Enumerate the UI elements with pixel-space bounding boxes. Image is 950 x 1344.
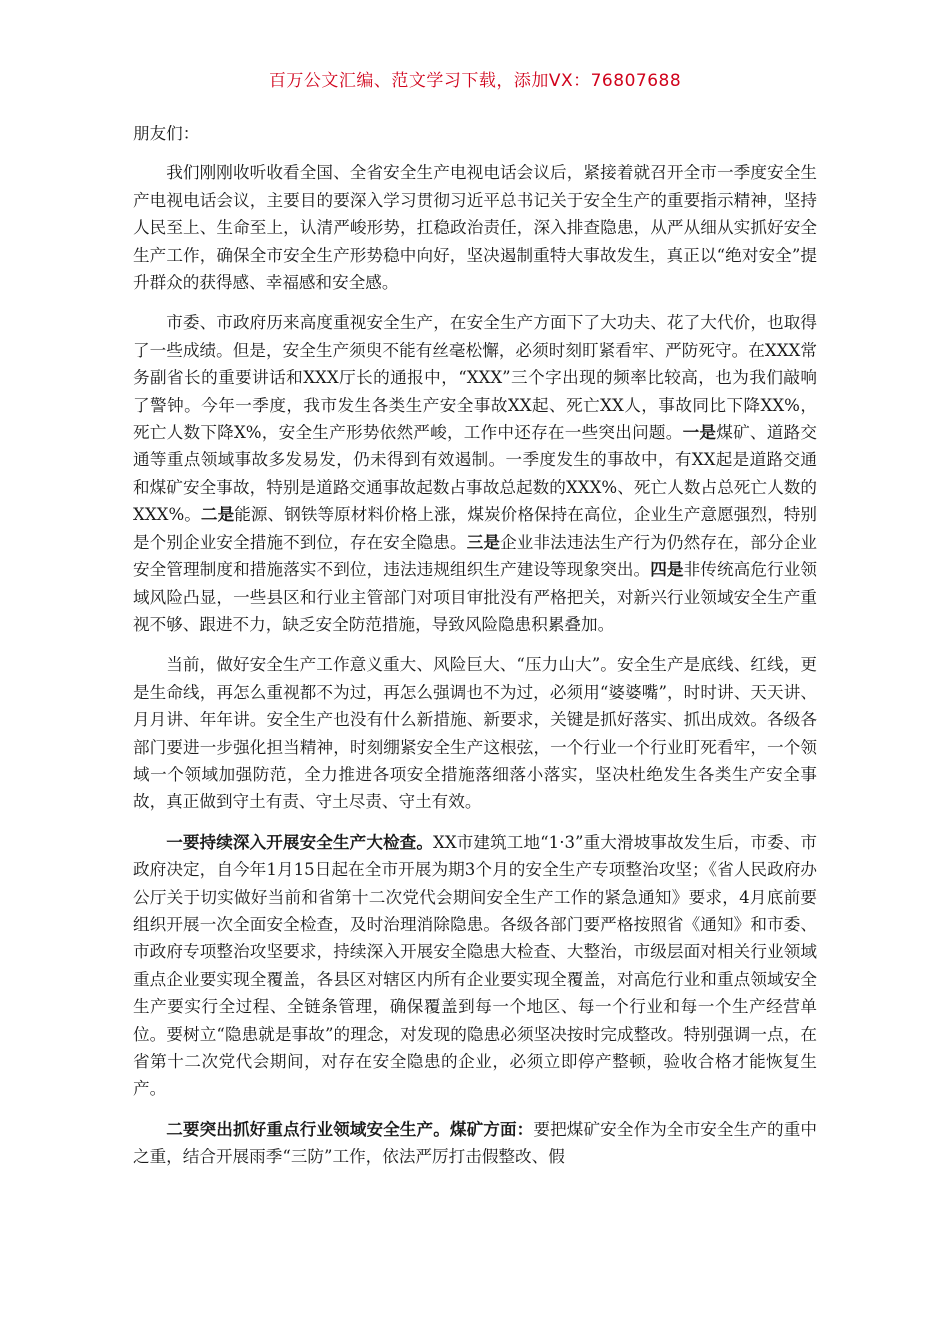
page-header-banner: 百万公文汇编、范文学习下载，添加VX：76807688 xyxy=(268,71,682,91)
point-two-heading: 二要突出抓好重点行业领域安全生产。 xyxy=(166,1118,450,1139)
item-2-marker: 二是 xyxy=(200,504,235,525)
point-two-subheading: 煤矿方面： xyxy=(449,1118,534,1139)
document-body xyxy=(133,120,817,1184)
item-4-marker: 四是 xyxy=(650,559,684,580)
paragraph-intro: 我们刚刚收听收看全国、全省安全生产电视电话会议后，紧接着就召开全市一季度安全生产电视电话会议，主要目的要深入学习贯彻习近平总书记关于安全生产的重要指示精神，坚持人民至上、生命至上，认清严峻形势，扛稳政治责任，深入排查隐患，从严从细从实抓好安全生产工作，确保全市安全生产形势稳中向好，坚决遏制重特大事故发生，真正以“绝对安全”提升群众的获得感、幸福感和安全感。 xyxy=(133,163,817,293)
item-3-marker: 三是 xyxy=(466,531,501,552)
point-two-text: 要把煤矿安全作为全市安全生产的重中之重，结合开展雨季“三防”工作，依法严厉打击假整改、假 xyxy=(133,1119,818,1167)
item-2-text: 能源、钢铁等原材料价格上涨，煤炭价格保持在高位，企业生产意愿强烈，特别是个别企业安全措施不到位，存在安全隐患。 xyxy=(133,505,817,552)
paragraph-current: 当前，做好安全生产工作意义重大、风险巨大、“压力山大”。安全生产是底线、红线，更是生命线，再怎么重视都不为过，再怎么强调也不为过，必须用“婆婆嘴”，时时讲、天天讲、月月讲、年年讲。安全生产也没有什么新措施、新要求，关键是抓好落实、抓出成效。各级各部门要进一步强化担当精神，时刻绷紧安全生产这根弦，一个行业一个行业盯死看牢，一个领域一个领域加强防范，全力推进各项安全措施落细落小落实，坚决杜绝发生各类生产安全事故，真正做到守土有责、守土尽责、守土有效。 xyxy=(133,655,817,812)
item-1-text: 煤矿、道路交通等重点领域事故多发易发，仍未得到有效遏制。一季度发生的事故中，有XX起是道路交通和煤矿安全事故，特别是道路交通事故起数占事故总起数的XXX%、死亡人数占总死亡人数的XXX%。 xyxy=(133,423,817,525)
paragraph-point-two xyxy=(133,1116,817,1171)
paragraph-point-one xyxy=(133,829,817,1103)
item-4-text: 非传统高危行业领域风险凸显，一些县区和行业主管部门对项目审批没有严格把关，对新兴行业领域安全生产重视不够、跟进不力，缺乏安全防范措施，导致风险隐患积累叠加。 xyxy=(133,560,818,634)
item-1-marker: 一是 xyxy=(682,422,717,443)
item-3-text: 企业非法违法生产行为仍然存在，部分企业安全管理制度和措施落实不到位，违法违规组织生产建设等现象突出。 xyxy=(133,532,818,580)
salutation: 朋友们： xyxy=(133,124,200,143)
point-one-heading: 一要持续深入开展安全生产大检查。 xyxy=(166,831,434,852)
point-one-text: XX市建筑工地“1·3”重大滑坡事故发生后，市委、市政府决定，自今年1月15日起在全市开展为期3个月的安全生产专项整治攻坚；《省人民政府办公厅关于切实做好当前和省第十二次党代会期间安全生产工作的紧急通知》要求，4月底前要组织开展一次全面安全检查，及时治理消除隐患。各级各部门要严格按照省《通知》和市委、市政府专项整治攻坚要求，持续深入开展安全隐患大检查、大整治，市级层面对相关行业领域重点企业要实现全覆盖，各县区对辖区内所有企业要实现全覆盖，对高危行业和重点领域安全生产要实行全过程、全链条管理，确保覆盖到每一个地区、每一个行业和每一个生产经营单位。要树立“隐患就是事故”的理念，对发现的隐患必须坚决按时完成整改。特别强调一点，在省第十二次党代会期间，对存在安全隐患的企业，必须立即停产整顿，验收合格才能恢复生产。 xyxy=(133,832,818,1099)
paragraph-situation xyxy=(133,309,817,638)
situation-text: 市委、市政府历来高度重视安全生产，在安全生产方面下了大功夫、花了大代价，也取得了一些成绩。但是，安全生产须臾不能有丝毫松懈，必须时刻盯紧看牢、严防死守。在XXX常务副省长的重要讲话和XXX厅长的通报中，“XXX”三个字出现的频率比较高，也为我们敲响了警钟。今年一季度，我市发生各类生产安全事故XX起、死亡XX人，事故同比下降XX%，死亡人数下降X%，安全生产形势依然严峻，工作中还存在一些突出问题。 xyxy=(133,313,817,443)
